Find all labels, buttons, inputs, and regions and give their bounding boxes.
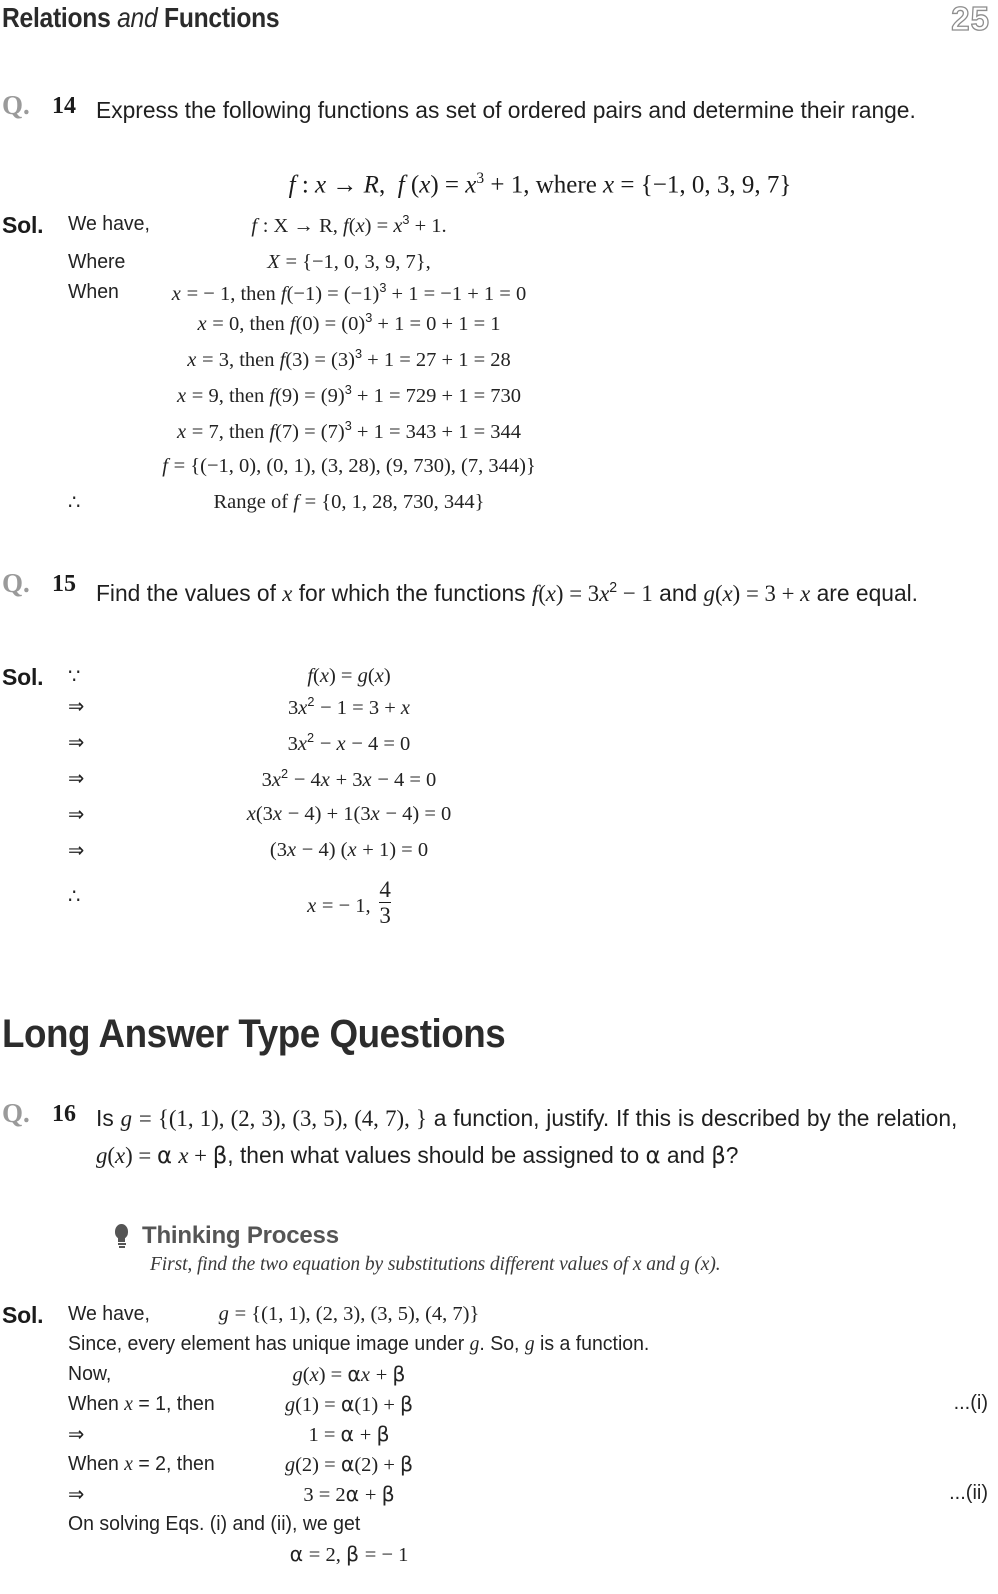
solution-row-lhs: ⇒ (68, 839, 85, 862)
solution-16 (0, 1302, 998, 1572)
thinking-process-label: Thinking Process (142, 1222, 339, 1249)
solution-row (0, 1482, 998, 1512)
solution-row (0, 1512, 998, 1542)
solution-row-lhs: ⇒ (68, 803, 85, 826)
solution-row-math: $3x^2 - 4x + 3x - 4 = 0$ (261, 766, 437, 791)
solution-row-math: x = − 1, then $f(-1) = (-1)^3 + 1 = -1 + 1 = 0$ (171, 280, 527, 305)
solution-row (0, 1392, 998, 1422)
solution-row-math: g = {(1, 1), (2, 3), (3, 5), (4, 7)} (218, 1303, 480, 1325)
solution-row (0, 694, 998, 730)
question-14-display-math: f : x → R, f $(x) = x^3 + 1$, where x = {−1, 0, 3, 9, 7} (288, 170, 792, 199)
solution-row-math: g(x) = αx + β (292, 1362, 406, 1386)
thinking-process-heading (112, 1222, 984, 1254)
solution-row (0, 1422, 998, 1452)
question-marker: Q. (2, 1098, 30, 1128)
equation-number: ...(ii) (949, 1482, 988, 1504)
solution-row (0, 346, 998, 382)
thinking-process-box (112, 1222, 984, 1276)
running-header (0, 2, 998, 46)
solution-row (0, 1302, 998, 1332)
solution-row (0, 868, 998, 929)
solution-row-lhs: ⇒ (68, 767, 85, 790)
solution-row-math: x = 3, then $f(3) = (3)^3 + 1 = 27 + 1 = 28$ (187, 346, 511, 371)
header-title-main: Relations (2, 2, 111, 33)
solution-row (0, 490, 998, 526)
solution-row-math: 3 = 2α + β (303, 1482, 395, 1506)
fraction-four-thirds (379, 878, 391, 928)
solution-row-statement: On solving Eqs. (i) and (ii), we get (68, 1512, 361, 1535)
solution-row-lhs: Where (68, 250, 126, 273)
solution-row-lhs: We have, (68, 1302, 150, 1325)
solution-row-lhs: ∵ (68, 665, 81, 688)
solution-row (0, 1542, 998, 1572)
question-number: 14 (52, 93, 76, 119)
solution-row-lhs: ⇒ (68, 731, 85, 754)
solution-row-math: Range of f = {0, 1, 28, 730, 344} (213, 491, 485, 513)
solution-row-math: f(x) = g(x) (307, 665, 391, 687)
solution-15 (0, 664, 998, 929)
question-number: 15 (52, 571, 76, 597)
solution-row-math: $3x^2 - 1 = 3 + x$ (287, 694, 411, 719)
solution-row-math: 1 = α + β (308, 1422, 390, 1446)
solution-row (0, 418, 998, 454)
solution-row-lhs: ⇒ (68, 1483, 85, 1506)
question-number: 16 (52, 1101, 76, 1127)
bulb-icon (114, 1224, 129, 1250)
solution-row-lhs: When x = 2, then (68, 1452, 215, 1475)
solution-row-math: x(3x − 4) + 1(3x − 4) = 0 (246, 803, 452, 825)
solution-row-lhs: We have, (68, 212, 150, 235)
solution-row (0, 730, 998, 766)
solution-label: Sol. (2, 664, 44, 690)
solution-row-math: $3x^2 - x - 4 = 0$ (287, 730, 411, 755)
solution-row-lhs: ⇒ (68, 695, 85, 718)
solution-row-math: x = 7, then $f(7) = (7)^3 + 1 = 343 + 1 = 344$ (176, 418, 522, 443)
question-marker: Q. (2, 90, 30, 120)
header-title-tail: Functions (164, 2, 280, 33)
solution-row-lhs: ∴ (68, 885, 81, 908)
solution-row-lhs: When (68, 280, 119, 303)
header-title-italic: and (117, 2, 158, 33)
solution-row-lhs: When x = 1, then (68, 1392, 215, 1415)
solution-row-math: α = 2, β = − 1 (289, 1542, 409, 1566)
solution-row (0, 280, 998, 310)
solution-row-math: X = {−1, 0, 3, 9, 7}, (267, 251, 431, 273)
fraction-denominator: 3 (379, 903, 391, 929)
thinking-process-text: First, find the two equation by substitutions different values of x and g (x). (150, 1254, 721, 1275)
solution-row (0, 1362, 998, 1392)
solution-row-math: g(1) = α(1) + β (284, 1392, 414, 1416)
solution-row (0, 250, 998, 280)
question-15-text: Find the values of x for which the functions $f(x) = 3x^2 - 1$ and g(x) = 3 + x are equal. (96, 579, 919, 607)
solution-row-math: x = 9, then $f(9) = (9)^3 + 1 = 729 + 1 = 730$ (176, 382, 522, 407)
solution-row-math: f = {(−1, 0), (0, 1), (3, 28), (9, 730), (7, 344)} (162, 455, 536, 477)
solution-label: Sol. (2, 212, 44, 238)
question-14-text: Express the following functions as set of ordered pairs and determine their range. (96, 97, 916, 123)
solution-row-math: x = 0, then $f(0) = (0)^3 + 1 = 0 + 1 = 1$ (197, 310, 501, 335)
section-heading: Long Answer Type Questions (2, 1012, 506, 1056)
solution-row (0, 1452, 998, 1482)
solution-row-math: g(2) = α(2) + β (284, 1452, 414, 1476)
header-title (2, 2, 279, 34)
solution-row (0, 664, 998, 694)
solution-row (0, 310, 998, 346)
equation-number: ...(i) (953, 1392, 988, 1414)
solution-row-math: (3x − 4) (x + 1) = 0 (269, 839, 429, 861)
page-number: 25 (951, 0, 990, 37)
question-16-text: Is g = {(1, 1), (2, 3), (3, 5), (4, 7), } a function, justify. If this is described by the relation, g(x) = α x + β, then what values should be assigned to α and β? (96, 1105, 958, 1169)
solution-row (0, 838, 998, 868)
solution-label: Sol. (2, 1302, 44, 1328)
solution-row (0, 1332, 998, 1362)
solution-row (0, 802, 998, 838)
solution-row (0, 766, 998, 802)
solution-row (0, 454, 998, 490)
fraction-numerator: 4 (379, 877, 391, 902)
solution-row-statement: Since, every element has unique image under g. So, g is a function. (68, 1332, 650, 1355)
solution-row (0, 382, 998, 418)
solution-row-lhs: ⇒ (68, 1423, 85, 1446)
solution-row (0, 212, 998, 242)
solution-row-math: f : X → R, $f(x) = x^3 + 1$. (251, 212, 447, 237)
solution-14 (0, 212, 998, 526)
question-marker: Q. (2, 568, 30, 598)
solution-row-math: x = − 1, $\frac{4}{3}$ (307, 877, 391, 929)
solution-row-lhs: Now, (68, 1362, 112, 1385)
solution-row-lhs: ∴ (68, 491, 81, 514)
